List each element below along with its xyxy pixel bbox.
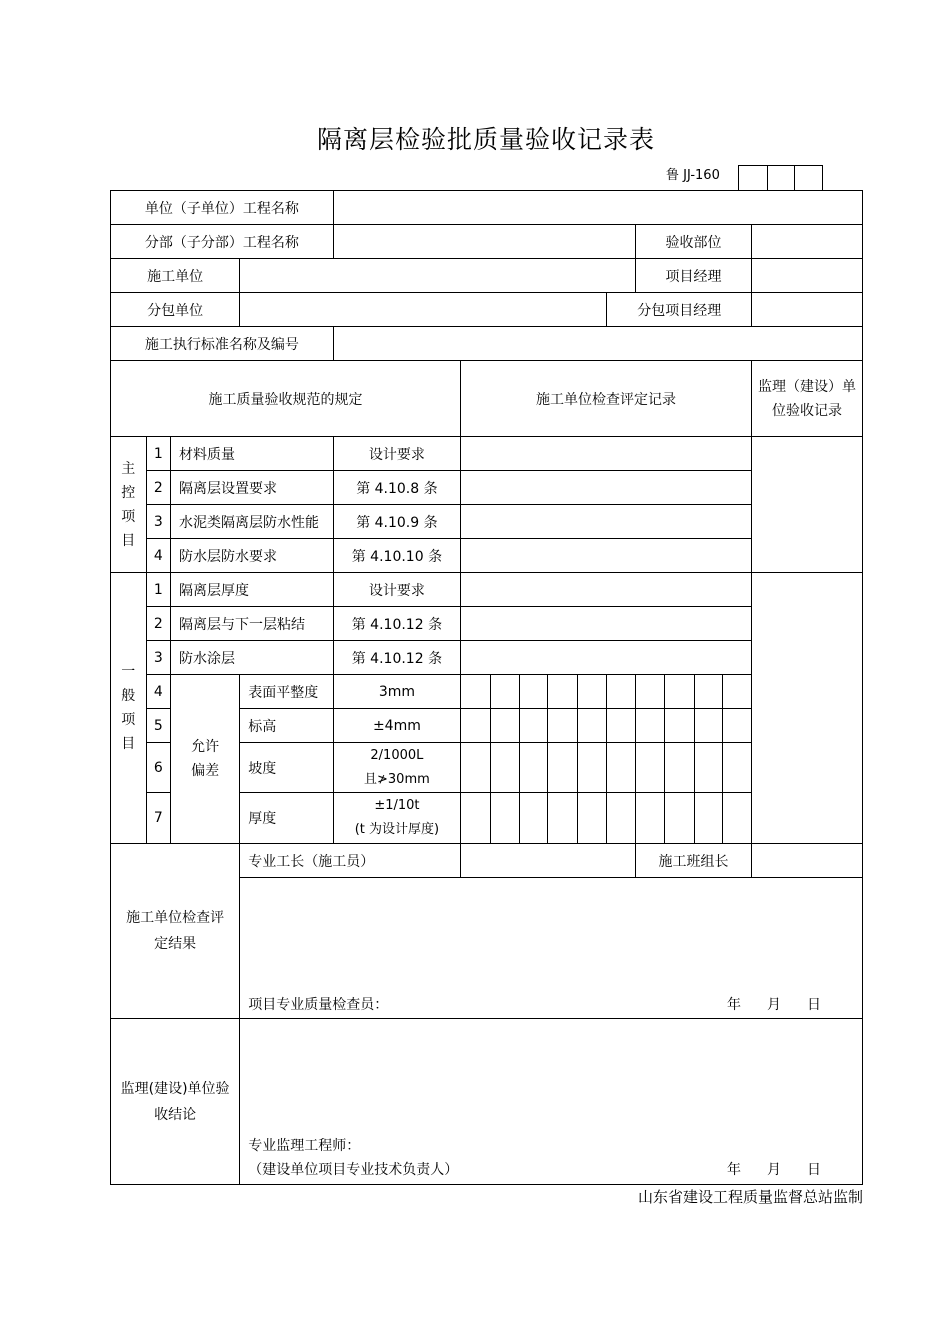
requirement-line: ±1/10t — [374, 798, 420, 813]
measure-cell[interactable] — [461, 675, 491, 709]
item-no: 3 — [146, 641, 170, 675]
label-char: 般 — [121, 688, 136, 704]
measure-cell[interactable] — [723, 743, 751, 793]
measure-cell[interactable] — [461, 793, 491, 844]
item-no: 4 — [146, 675, 170, 709]
check-record-cell[interactable] — [461, 573, 752, 607]
item-no: 2 — [146, 607, 170, 641]
code-box[interactable] — [794, 165, 823, 191]
project-manager-label: 项目经理 — [635, 259, 751, 293]
measure-cell[interactable] — [548, 675, 578, 709]
sub-project-label: 分部（子分部）工程名称 — [111, 225, 334, 259]
check-record-cell[interactable] — [461, 505, 752, 539]
measure-cell[interactable] — [694, 709, 722, 743]
item-name: 材料质量 — [171, 437, 334, 471]
item-requirement: 3mm — [333, 675, 460, 709]
item-name: 隔离层与下一层粘结 — [171, 607, 334, 641]
measure-cell[interactable] — [635, 743, 665, 793]
measure-cell[interactable] — [520, 743, 548, 793]
month-label: 月 — [767, 997, 781, 1013]
form-code: 鲁 JJ-160 — [666, 168, 720, 183]
check-record-header: 施工单位检查评定记录 — [461, 361, 752, 437]
spec-header: 施工质量验收规范的规定 — [111, 361, 461, 437]
supervision-cell[interactable] — [751, 573, 862, 844]
measure-cell[interactable] — [665, 709, 695, 743]
item-name: 防水层防水要求 — [171, 539, 334, 573]
inspection-record-table — [110, 190, 863, 1185]
subcontractor-value[interactable] — [240, 293, 607, 327]
measure-cell[interactable] — [577, 793, 607, 844]
measure-cell[interactable] — [490, 743, 520, 793]
check-record-cell[interactable] — [461, 539, 752, 573]
item-no: 5 — [146, 709, 170, 743]
requirement-line: (t 为设计厚度) — [354, 822, 440, 837]
project-manager-value[interactable] — [751, 259, 862, 293]
measure-cell[interactable] — [548, 743, 578, 793]
item-requirement: 第 4.10.9 条 — [333, 505, 460, 539]
requirement-line: 2/1000L — [370, 747, 424, 763]
item-no: 2 — [146, 471, 170, 505]
subcontractor-label: 分包单位 — [111, 293, 240, 327]
measure-cell[interactable] — [607, 793, 635, 844]
label-char: 目 — [121, 532, 136, 549]
deviation-label — [171, 675, 240, 844]
label-char: 主 — [121, 460, 136, 477]
item-requirement — [333, 743, 460, 793]
supervision-header: 监理（建设）单位验收记录 — [751, 361, 862, 437]
measure-cell[interactable] — [607, 675, 635, 709]
measure-cell[interactable] — [723, 675, 751, 709]
measure-cell[interactable] — [461, 709, 491, 743]
item-no: 1 — [146, 573, 170, 607]
item-name: 坡度 — [240, 743, 334, 793]
measure-cell[interactable] — [635, 709, 665, 743]
item-name: 标高 — [240, 709, 334, 743]
measure-cell[interactable] — [635, 793, 665, 844]
item-no: 1 — [146, 437, 170, 471]
item-requirement: 设计要求 — [333, 573, 460, 607]
construction-unit-value[interactable] — [240, 259, 636, 293]
item-requirement: 第 4.10.10 条 — [333, 539, 460, 573]
item-name: 厚度 — [240, 793, 334, 844]
item-requirement: 第 4.10.12 条 — [333, 607, 460, 641]
measure-cell[interactable] — [665, 675, 695, 709]
sub-project-manager-label: 分包项目经理 — [607, 293, 751, 327]
measure-cell[interactable] — [607, 743, 635, 793]
construction-result-label: 施工单位检查评定结果 — [111, 844, 240, 1019]
label-char: 目 — [121, 736, 136, 752]
standard-label: 施工执行标准名称及编号 — [111, 327, 334, 361]
acceptance-part-value[interactable] — [751, 225, 862, 259]
team-leader-value[interactable] — [751, 844, 862, 878]
item-requirement: 设计要求 — [333, 437, 460, 471]
acceptance-part-label: 验收部位 — [635, 225, 751, 259]
item-requirement: 第 4.10.12 条 — [333, 641, 460, 675]
label-char: 项 — [121, 712, 136, 728]
year-label: 年 — [727, 997, 741, 1013]
main-control-label — [111, 437, 147, 573]
label-line: 允许 — [191, 739, 220, 755]
measure-cell[interactable] — [723, 793, 751, 844]
item-no: 4 — [146, 539, 170, 573]
check-record-cell[interactable] — [461, 641, 752, 675]
footer-issuer: 山东省建设工程质量监督总站监制 — [637, 1188, 863, 1206]
item-name: 隔离层厚度 — [171, 573, 334, 607]
code-box[interactable] — [738, 165, 768, 191]
measure-cell[interactable] — [520, 675, 548, 709]
check-record-cell[interactable] — [461, 471, 752, 505]
foreman-label: 专业工长（施工员） — [240, 844, 461, 878]
construction-unit-label: 施工单位 — [111, 259, 240, 293]
inspector-label: 项目专业质量检查员： — [248, 997, 389, 1013]
measure-cell[interactable] — [461, 743, 491, 793]
check-record-cell[interactable] — [461, 437, 752, 471]
year-label: 年 — [727, 1162, 741, 1178]
date-fields — [714, 994, 834, 1014]
requirement-line: 且≯30mm — [364, 771, 430, 787]
measure-cell[interactable] — [694, 675, 722, 709]
measure-cell[interactable] — [520, 709, 548, 743]
unit-project-value[interactable] — [333, 191, 862, 225]
measure-cell[interactable] — [548, 709, 578, 743]
code-box[interactable] — [766, 165, 795, 191]
check-record-cell[interactable] — [461, 607, 752, 641]
item-name: 水泥类隔离层防水性能 — [171, 505, 334, 539]
measure-cell[interactable] — [490, 675, 520, 709]
foreman-value[interactable] — [461, 844, 636, 878]
label-char: 控 — [121, 484, 136, 501]
measure-cell[interactable] — [665, 743, 695, 793]
date-fields — [714, 1158, 834, 1182]
measure-cell[interactable] — [520, 793, 548, 844]
construction-result-body[interactable] — [240, 878, 863, 1019]
item-requirement: ±4mm — [333, 709, 460, 743]
measure-cell[interactable] — [577, 675, 607, 709]
form-title: 隔离层检验批质量验收记录表 — [316, 125, 655, 154]
item-requirement: 第 4.10.8 条 — [333, 471, 460, 505]
supervision-result-label: 监理(建设)单位验收结论 — [111, 1019, 240, 1185]
measure-cell[interactable] — [694, 793, 722, 844]
item-name: 隔离层设置要求 — [171, 471, 334, 505]
label-char: 项 — [121, 508, 136, 525]
measure-cell[interactable] — [694, 743, 722, 793]
item-no: 7 — [146, 793, 170, 844]
general-label — [111, 573, 147, 844]
item-name: 表面平整度 — [240, 675, 334, 709]
supervision-cell[interactable] — [751, 437, 862, 573]
engineer-label: 专业监理工程师： — [248, 1138, 361, 1154]
item-name: 防水涂层 — [171, 641, 334, 675]
measure-cell[interactable] — [665, 793, 695, 844]
measure-cell[interactable] — [577, 743, 607, 793]
team-leader-label: 施工班组长 — [635, 844, 751, 878]
sub-project-value[interactable] — [333, 225, 635, 259]
owner-rep-label: （建设单位项目专业技术负责人） — [248, 1162, 459, 1178]
measure-cell[interactable] — [490, 709, 520, 743]
day-label: 日 — [807, 997, 821, 1013]
month-label: 月 — [767, 1162, 781, 1178]
label-char: 一 — [121, 664, 136, 680]
unit-project-label: 单位（子单位）工程名称 — [111, 191, 334, 225]
measure-cell[interactable] — [490, 793, 520, 844]
label-line: 偏差 — [191, 763, 220, 779]
item-requirement — [333, 793, 460, 844]
standard-value[interactable] — [333, 327, 862, 361]
item-no: 6 — [146, 743, 170, 793]
measure-cell[interactable] — [635, 675, 665, 709]
item-no: 3 — [146, 505, 170, 539]
measure-cell[interactable] — [577, 709, 607, 743]
measure-cell[interactable] — [548, 793, 578, 844]
sub-project-manager-value[interactable] — [751, 293, 862, 327]
day-label: 日 — [807, 1162, 821, 1178]
supervision-result-body[interactable] — [240, 1019, 863, 1185]
measure-cell[interactable] — [723, 709, 751, 743]
measure-cell[interactable] — [607, 709, 635, 743]
